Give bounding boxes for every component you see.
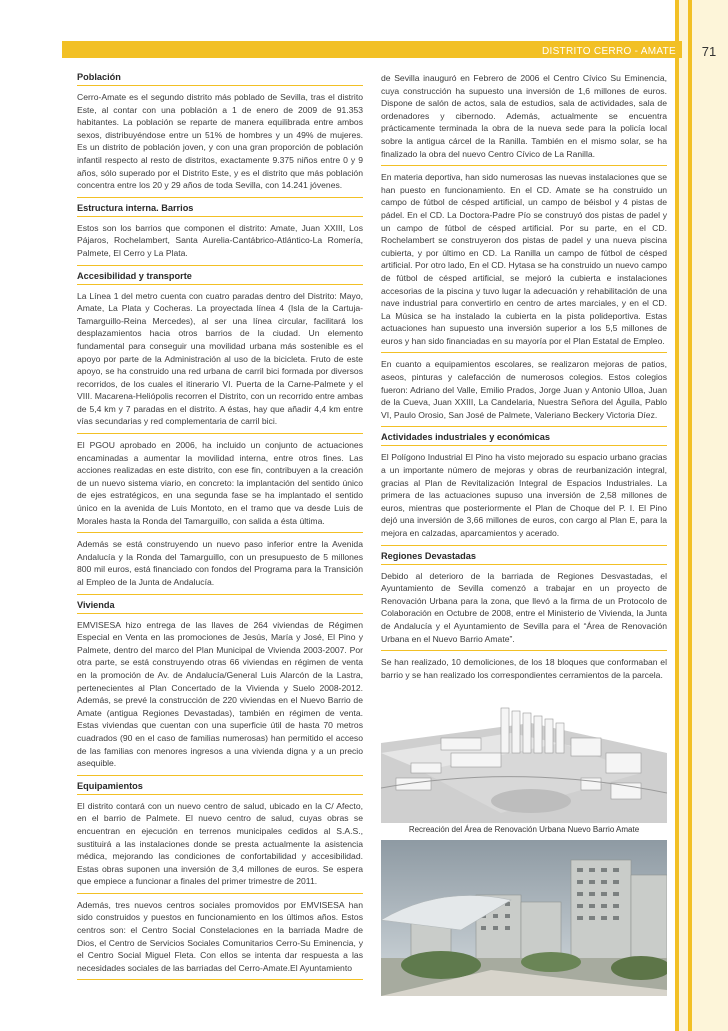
paragraph: El distrito contará con un nuevo centro de salud, ubicado en la C/ Afecto, en el barrio de Palmete. El nuevo centro de salud, cuyas obras se encuentran en ejecución en terrenos municipales cedidos al S.A.S., sustituirá a las instalaciones donde se presta actualmente la asistencia médica, mejorando las condiciones de confortabilidad y accesibilidad. Estas obras suponen una inversión de 3,4 millones de euros. Se espera que empiece a funcionar a finales del primer trimestre de 2011.	[77, 800, 363, 894]
section-heading: Equipamientos	[77, 781, 363, 795]
paragraph: Además, tres nuevos centros sociales promovidos por EMVISESA han sido construidos y puestos en funcionamiento en los últimos años. Estos centros son: el Centro Social Constelaciones en la barriada Madre de Dios, el Centro de Servicios Sociales Comunitarios Cerro-Su Eminencia, y el Centro Social Miguel Fleta. Con ellos se intenta dar respuesta a las necesidades sociales de las barriadas del Cerro-Amate.El Ayuntamiento	[77, 899, 363, 981]
right-column	[381, 72, 667, 691]
paragraph: Además se está construyendo un nuevo paso inferior entre la Avenida Andalucía y la Ronda del Tamarguillo, con un presupuesto de 5 millones 800 mil euros, está financiado con fondos del Programa para la Transición al Empleo de la Junta de Andalucía.	[77, 538, 363, 594]
section-heading: Accesibilidad y transporte	[77, 271, 363, 285]
section-heading: Regiones Devastadas	[381, 551, 667, 565]
section-heading: Vivienda	[77, 600, 363, 614]
figure-caption: Recreación del Área de Renovación Urbana Nuevo Barrio Amate	[408, 825, 640, 834]
architectural-model-photo	[381, 683, 667, 823]
paragraph: Debido al deterioro de la barriada de Regiones Desvastadas, el Ayuntamiento de Sevilla comenzó a trabajar en un proyecto de Renovación Urbana para la zona, que llevó a la firma de un Protocolo de Colaboración en Octubre de 2008, entre el Ministerio de Vivienda, la Junta de Andalucía y el Ayuntamiento de Sevilla para el “Área de Renovación Urbana en el Nuevo Barrio Amate”.	[381, 570, 667, 652]
paragraph: EMVISESA hizo entrega de las llaves de 264 viviendas de Régimen Especial en Venta en las promociones de Jesús, María y José, El Pino y Palmete, dentro del marco del Plan Municipal de Vivienda 2003-2007. Por otra parte, se está construyendo otras 66 viviendas en régimen de venta en la promoción de Av. de Andalucía/General Luis Alarcón de la Lastra, pertenecientes al Plan Concertado de la Vivienda y Suelo 2008-2012. Además, se prevé la construcción de 220 viviendas en el Nuevo Barrio de Amate (antigua Regiones Devastadas), también en régimen de venta. Estas viviendas que cuentan con una superficie útil de hasta 70 metros cuadrados (90 en el caso de familias numerosas) han permitido el acceso de las familias con menores ingresos a una vivienda digna y a un precio asequible.	[77, 619, 363, 776]
section-title: DISTRITO CERRO - AMATE	[541, 46, 676, 57]
paragraph: Se han realizado, 10 demoliciones, de los 18 bloques que conformaban el barrio y se han realizado los correspondientes cerramientos de la parcela.	[381, 657, 667, 680]
paragraph: Estos son los barrios que componen el distrito: Amate, Juan XXIII, Los Pájaros, Rochelambert, Santa Aurelia-Cantábrico-Atlántico-La Romería, Palmete, El Cerro y La Plata.	[77, 222, 363, 266]
left-column	[77, 72, 363, 985]
paragraph: En cuanto a equipamientos escolares, se realizaron mejoras de patios, aseos, pinturas y calefacción de numerosos colegios. Estos colegios fueron: Adriano del Valle, Emilio Prados, Jorge Juan y Antonio Ulloa, Juan de la Cueva, Juan XXIII, La Candelaria, Nuestra Señora del Águila, Pablo VI, Paulo Orosio, San José de Palmete, Valeriano Beckery Victoria Díez.	[381, 358, 667, 427]
section-heading: Población	[77, 72, 363, 86]
paragraph: El Polígono Industrial El Pino ha visto mejorado su espacio urbano gracias a un importante número de mejoras y obras de reurbanización integral, gracias al Plan de Revitalización Integral de Espacios Industriales. La primera de las actuaciones supuso una inversión de 2,58 millones de euros, mientras que posteriormente el Plan de Choque del P. I. El Pino dejó una inversión de 3,66 millones de euros, con cargo al Plan E, para la mejora en calzadas, aparcamientos y acerado.	[381, 451, 667, 545]
margin-rule-left	[675, 0, 679, 1031]
paragraph: Cerro-Amate es el segundo distrito más poblado de Sevilla, tras el distrito Este, al contar con una población a 1 de enero de 2009 de 91.353 habitantes. La población se reparte de manera equilibrada entre ambos sexos, distribuyéndose entre un 51% de hombres y un 49% de mujeres. Es un distrito de población joven, y con una gran proporción de población infantil respecto al resto de distritos, exactamente 9.375 niños entre 0 y 9 años, sólo superado por el Distrito Este, y es el distrito que más población concentra entre los 20 y 29 años de toda Sevilla, con 14.241 jóvenes.	[77, 91, 363, 198]
urban-renovation-render	[381, 840, 667, 996]
paragraph: de Sevilla inauguró en Febrero de 2006 el Centro Cívico Su Eminencia, cuya construcción ha supuesto una inversión de 1,6 millones de euros. Dispone de salón de actos, sala de estudios, sala de actividades, sala de ordenadores y cibernodo. Además, actualmente se encuentra prácticamente terminada la obra de la nueva sede para la policía local sobre la antigua cárcel de la Ranilla. También en el mismo solar, se ha finalizado la obra del nuevo Centro Cívico de La Ranilla.	[381, 72, 667, 166]
paragraph: En materia deportiva, han sido numerosas las nuevas instalaciones que se han puesto en funcionamiento. En el CD. Amate se ha construido un campo de fútbol de césped artificial, un campo de béisbol y 4 pistas de pádel. En el CD. La Doctora-Padre Pío se construyó dos pistas de padel y un campo de fútbol de césped artificial. Por su parte, en el CD. Rochelambert se construyeron dos pistas de padel y una nueva piscina cubierta, y por último en CD. La Ranilla un campo de fútbol de césped artificial. Por otro lado, En el CD. Hytasa se ha construido un nuevo campo de fútbol de césped artificial, se mejoró la cubierta e instalaciones accesorias de la piscina y tuvo lugar la adecuación y rehabilitación de una nave industrial para convertirlo en centro de artes marciales, y en el CD. La Música se ha instalado la cubierta en la pista polideportiva. Estas actuaciones han supuesto una inversión superior a los 5,5 millones de euros y han sido financiadas en su mayoría por el Plan Estatal de Empleo.	[381, 171, 667, 353]
section-heading: Estructura interna. Barrios	[77, 203, 363, 217]
margin-band	[679, 0, 728, 1031]
paragraph: El PGOU aprobado en 2006, ha incluido un conjunto de actuaciones encaminadas a aumentar la movilidad interna, entre otros fines. Las acciones realizadas en este distrito, con ese fin, contribuyen a la creación de un nuevo sistema viario, en concreto: la implantación del sentido único de ejes estratégicos, en una segunda fase se ha implantado el sentido único en la avenida de Luis Montoto, en el tramo que va desde Luis de Morales hasta la Ronda del Tamarguillo, con salida a ésta última.	[77, 439, 363, 533]
page-number: 71	[701, 44, 717, 59]
paragraph: La Línea 1 del metro cuenta con cuatro paradas dentro del Distrito: Mayo, Amate, La Plata y Cocheras. La proyectada línea 4 (Isla de la Cartuja-Tamarguillo-Reina Mercedes), al ser una línea circular, facilitará los desplazamientos hacia otros barrios de la ciudad. Un elemento fundamental para conseguir una movilidad urbana más sostenible es el apoyo por parte de la Administración al uso de la bicicleta. Fruto de este apoyo, se ha construido una red urbana de carril bici formada por diversos recorridos, de los cuales el itinerario VI. Puerta de la Carne-Palmete y el VIII. Macarena-Heliópolis recorren el Distrito, con un recorrido entre ambas de 5,4 km y 7 paradas en el distrito. A éstas, hay que añadir 4,4 km entre vías secundarias y red complementaria de carril bici.	[77, 290, 363, 435]
margin-rule-right	[688, 0, 692, 1031]
section-heading: Actividades industriales y económicas	[381, 432, 667, 446]
